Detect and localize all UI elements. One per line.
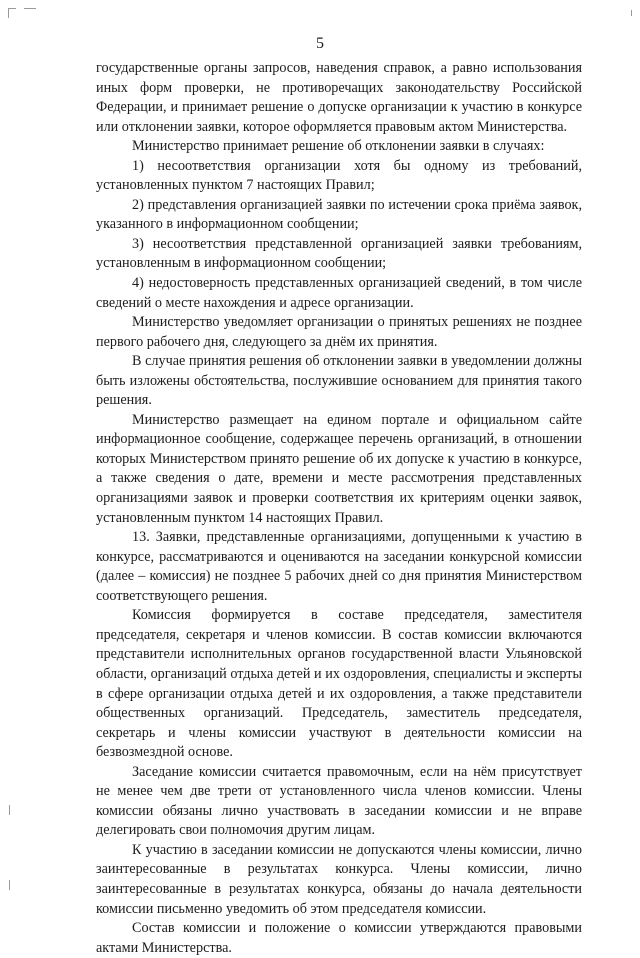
scan-artifact bbox=[631, 10, 632, 16]
scan-artifact bbox=[8, 8, 16, 9]
paragraph-notification: Министерство уведомляет организации о принятых решениях не позднее первого рабочего дня, следующего за днём их принятия. bbox=[96, 314, 582, 350]
paragraph-commission-composition: Комиссия формируется в составе председателя, заместителя председателя, секретаря и членов комиссии. В состав комиссии включаются представители исполнительных органов государственной власти Ульяновской области, организаций отдыха детей и их оздоровления, специалисты и эксперты в сфере организации отдыха детей и их оздоровления, а также представители общественных организаций. Председатель, заместитель председателя, секретарь и члены комиссии участвуют в деятельности комиссии на безвозмездной основе. bbox=[96, 607, 582, 761]
paragraph-rejection-intro: Министерство принимает решение об отклонении заявки в случаях: bbox=[132, 138, 545, 155]
scan-artifact bbox=[24, 8, 36, 9]
paragraph-quorum: Заседание комиссии считается правомочным, если на нём присутствует не менее чем две трети от установленного числа членов комиссии. Члены комиссии обязаны лично участвовать в заседании комиссии и не вправе делегировать свои полномочия другим лицам. bbox=[96, 763, 582, 839]
paragraph-continuation: государственные органы запросов, наведения справок, а равно использования иных форм проверки, не противоречащих законодательству Российской Федерации, и принимает решение о допуске организации к участию в конкурсе или отклонении заявки, которое оформляется правовым актом Министерства. bbox=[96, 60, 582, 135]
scan-artifact bbox=[9, 880, 10, 890]
list-item-2: 2) представления организацией заявки по истечении срока приёма заявок, указанного в информационном сообщении; bbox=[96, 196, 582, 233]
list-item-3: 3) несоответствия представленной организацией заявки требованиям, установленным в информационном сообщении; bbox=[96, 235, 582, 272]
list-item-1: 1) несоответствия организации хотя бы одному из требований, установленных пунктом 7 настоящих Правил; bbox=[96, 157, 582, 194]
page-number: 5 bbox=[316, 35, 324, 52]
list-item-4: 4) недостоверность представленных организацией сведений, в том числе сведений о месте нахождения и адресе организации. bbox=[96, 275, 582, 311]
paragraph-rejection-reasons: В случае принятия решения об отклонении заявки в уведомлении должны быть изложены обстоятельства, послужившие основанием для принятия такого решения. bbox=[96, 353, 582, 409]
paragraph-publication: Министерство размещает на едином портале и официальном сайте информационное сообщение, содержащее перечень организаций, в отношении которых Министерством принято решение об их допуске к участию в конкурсе, а также сведения о дате, времени и месте рассмотрения представленных организациями заявок и проверки соответствия их критериям оценки заявок, установленным пунктом 14 настоящих Правил. bbox=[96, 411, 582, 526]
paragraph-conflict-of-interest: К участию в заседании комиссии не допускаются члены комиссии, лично заинтересованные в результатах конкурса. Члены комиссии, лично заинтересованные в результатах конкурса, обязаны до начала деятельности комиссии письменно уведомить об этом председателя комиссии. bbox=[96, 841, 582, 917]
paragraph-commission-approval: Состав комиссии и положение о комиссии утверждаются правовыми актами Министерства. bbox=[96, 920, 582, 956]
scan-artifact bbox=[8, 8, 9, 18]
scan-artifact bbox=[9, 805, 10, 815]
document-body bbox=[96, 59, 582, 958]
clause-13: 13. Заявки, представленные организациями, допущенными к участию в конкурсе, рассматриваются и оцениваются на заседании конкурсной комиссии (далее – комиссия) не позднее 5 рабочих дней со дня принятия Министерством соответствующего решения. bbox=[96, 529, 582, 604]
